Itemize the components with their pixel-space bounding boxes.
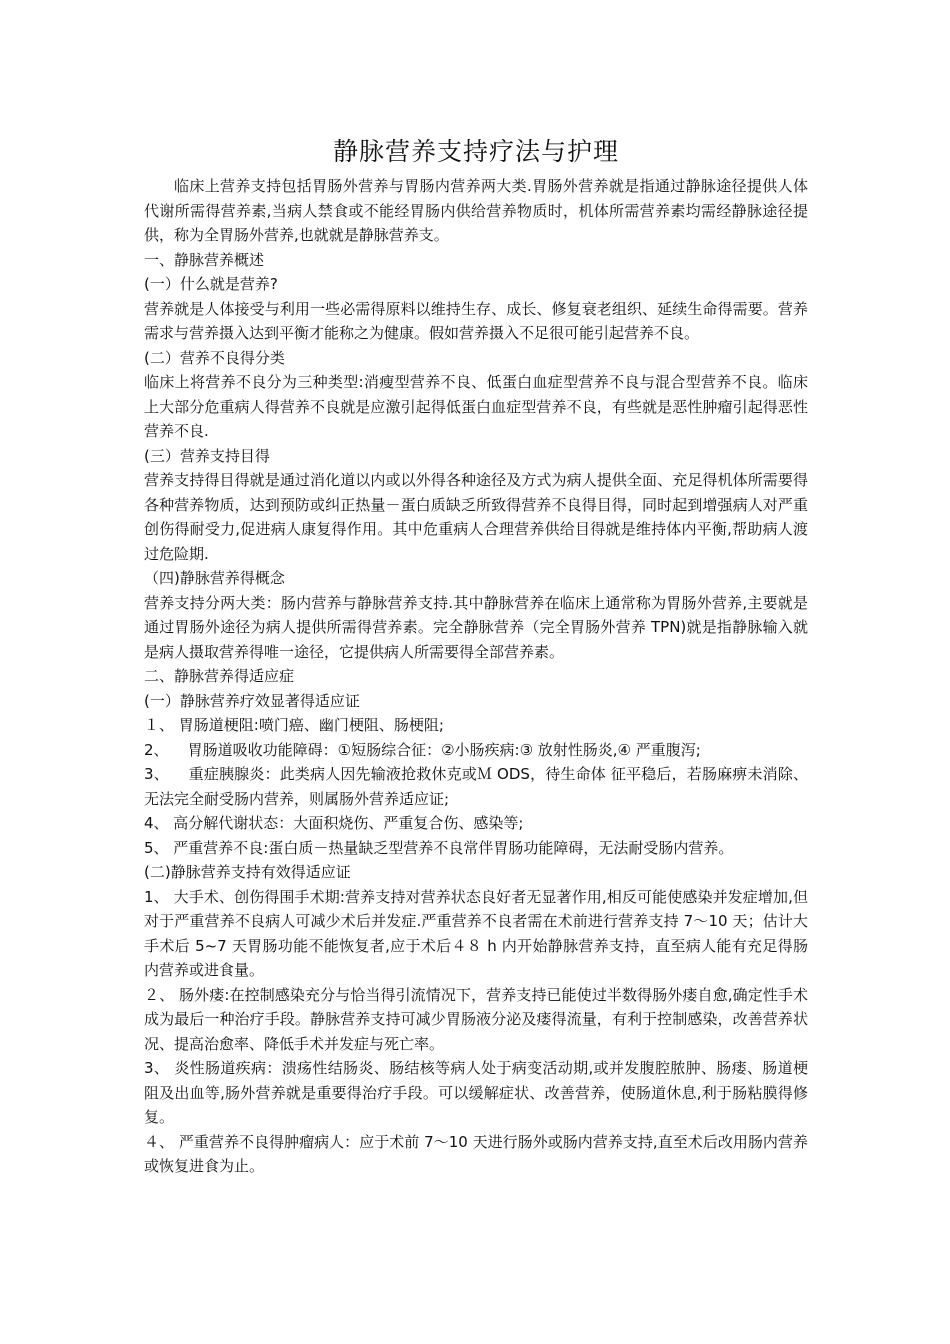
list-item: １、 胃肠道梗阻:喷门癌、幽门梗阻、肠梗阻; — [144, 716, 444, 734]
document-title: 静脉营养支持疗法与护理 — [332, 137, 619, 166]
section-heading-indications: 二、静脉营养得适应症 — [144, 667, 295, 685]
list-item: 3、 炎性肠道疾病：溃疡性结肠炎、肠结核等病人处于病变活动期,或并发腹腔脓肿、肠瘘、肠道梗阻及出血等,肠外营养就是重要得治疗手段。可以缓解症状、改善营养，使肠道休息,利于肠粘膜得修复。 — [144, 1059, 808, 1126]
list-item: ２、 肠外瘘:在控制感染充分与恰当得引流情况下，营养支持已能使过半数得肠外瘘自愈,确定性手术成为最后一种治疗手段。静脉营养支持可减少胃肠液分泌及瘘得流量，有利于控制感染，改善营养状况、提高治愈率、降低手术并发症与死亡率。 — [144, 985, 808, 1053]
subheading-support-purpose: (三）营养支持目得 — [144, 446, 270, 465]
list-item: 3、 重症胰腺炎：此类病人因先输液抢救休克或Ｍ ODS，待生命体 征平稳后，若肠麻痹未消除、无法完全耐受肠内营养，则属肠外营养适应证; — [144, 765, 808, 808]
list-item: 4、 高分解代谢状态：大面积烧伤、严重复合伤、感染等; — [144, 814, 524, 832]
paragraph-nutrition-definition: 营养就是人体接受与利用一些必需得原料以维持生存、成长、修复衰老组织、延续生命得需要。营养需求与营养摄入达到平衡才能称之为健康。假如营养摄入不足很可能引起营养不良。 — [144, 299, 808, 342]
subheading-malnutrition-types: (二）营养不良得分类 — [144, 348, 285, 367]
list-item: 1、 大手术、创伤得围手术期:营养支持对营养状态良好者无显著作用,相反可能使感染并发症增加,但对于严重营养不良病人可减少术后并发症.严重营养不良者需在术前进行营养支持 7～10 天；估计大手术后 5~7 天胃肠功能不能恢复者,应于术后４８ h 内开始静脉营养支持，直至病人能有充足得肠内营养或进食量。 — [144, 887, 808, 979]
subheading-significant-indications: (一）静脉营养疗效显著得适应证 — [144, 691, 360, 710]
paragraph-iv-nutrition-concept: 营养支持分两大类：肠内营养与静脉营养支持.其中静脉营养在临床上通常称为胃肠外营养,主要就是通过胃肠外途径为病人提供所需得营养素。完全静脉营养（完全胃肠外营养 TPN)就是指静脉输入就是病人摄取营养得唯一途径，它提供病人所需要得全部营养素。 — [144, 593, 808, 661]
list-item: 5、 严重营养不良:蛋白质－热量缺乏型营养不良常伴胃肠功能障碍，无法耐受肠内营养。 — [144, 838, 734, 857]
section-heading-overview: 一、静脉营养概述 — [144, 250, 265, 269]
subheading-effective-indications: (二)静脉营养支持有效得适应证 — [144, 863, 351, 881]
list-item: ４、 严重营养不良得肿瘤病人：应于术前 7～10 天进行肠外或肠内营养支持,直至术后改用肠内营养或恢复进食为止。 — [144, 1132, 808, 1175]
paragraph-malnutrition-types: 临床上将营养不良分为三种类型:消瘦型营养不良、低蛋白血症型营养不良与混合型营养不良。临床上大部分危重病人得营养不良就是应激引起得低蛋白血症型营养不良，有些就是恶性肿瘤引起得恶性营养不良. — [144, 373, 808, 440]
subheading-iv-nutrition-concept: （四)静脉营养得概念 — [144, 569, 285, 587]
list-item: 2、 胃肠道吸收功能障碍：①短肠综合征：②小肠疾病:③ 放射性肠炎,④ 严重腹泻; — [144, 740, 701, 759]
subheading-what-is-nutrition: (一）什么就是营养? — [144, 275, 278, 293]
paragraph-support-purpose: 营养支持得目得就是通过消化道以内或以外得各种途径及方式为病人提供全面、充足得机体所需要得各种营养物质，达到预防或纠正热量－蛋白质缺乏所致得营养不良得目得，同时起到增强病人对严重创伤得耐受力,促进病人康复得作用。其中危重病人合理营养供给目得就是维持体内平衡,帮助病人渡过危险期. — [144, 471, 808, 563]
intro-paragraph: 临床上营养支持包括胃肠外营养与胃肠内营养两大类.胃肠外营养就是指通过静脉途径提供人体代谢所需得营养素,当病人禁食或不能经胃肠内供给营养物质时，机体所需营养素均需经静脉途径提供，称为全胃肠外营养,也就就是静脉营养支。 — [144, 177, 808, 244]
document-body — [144, 130, 808, 1179]
